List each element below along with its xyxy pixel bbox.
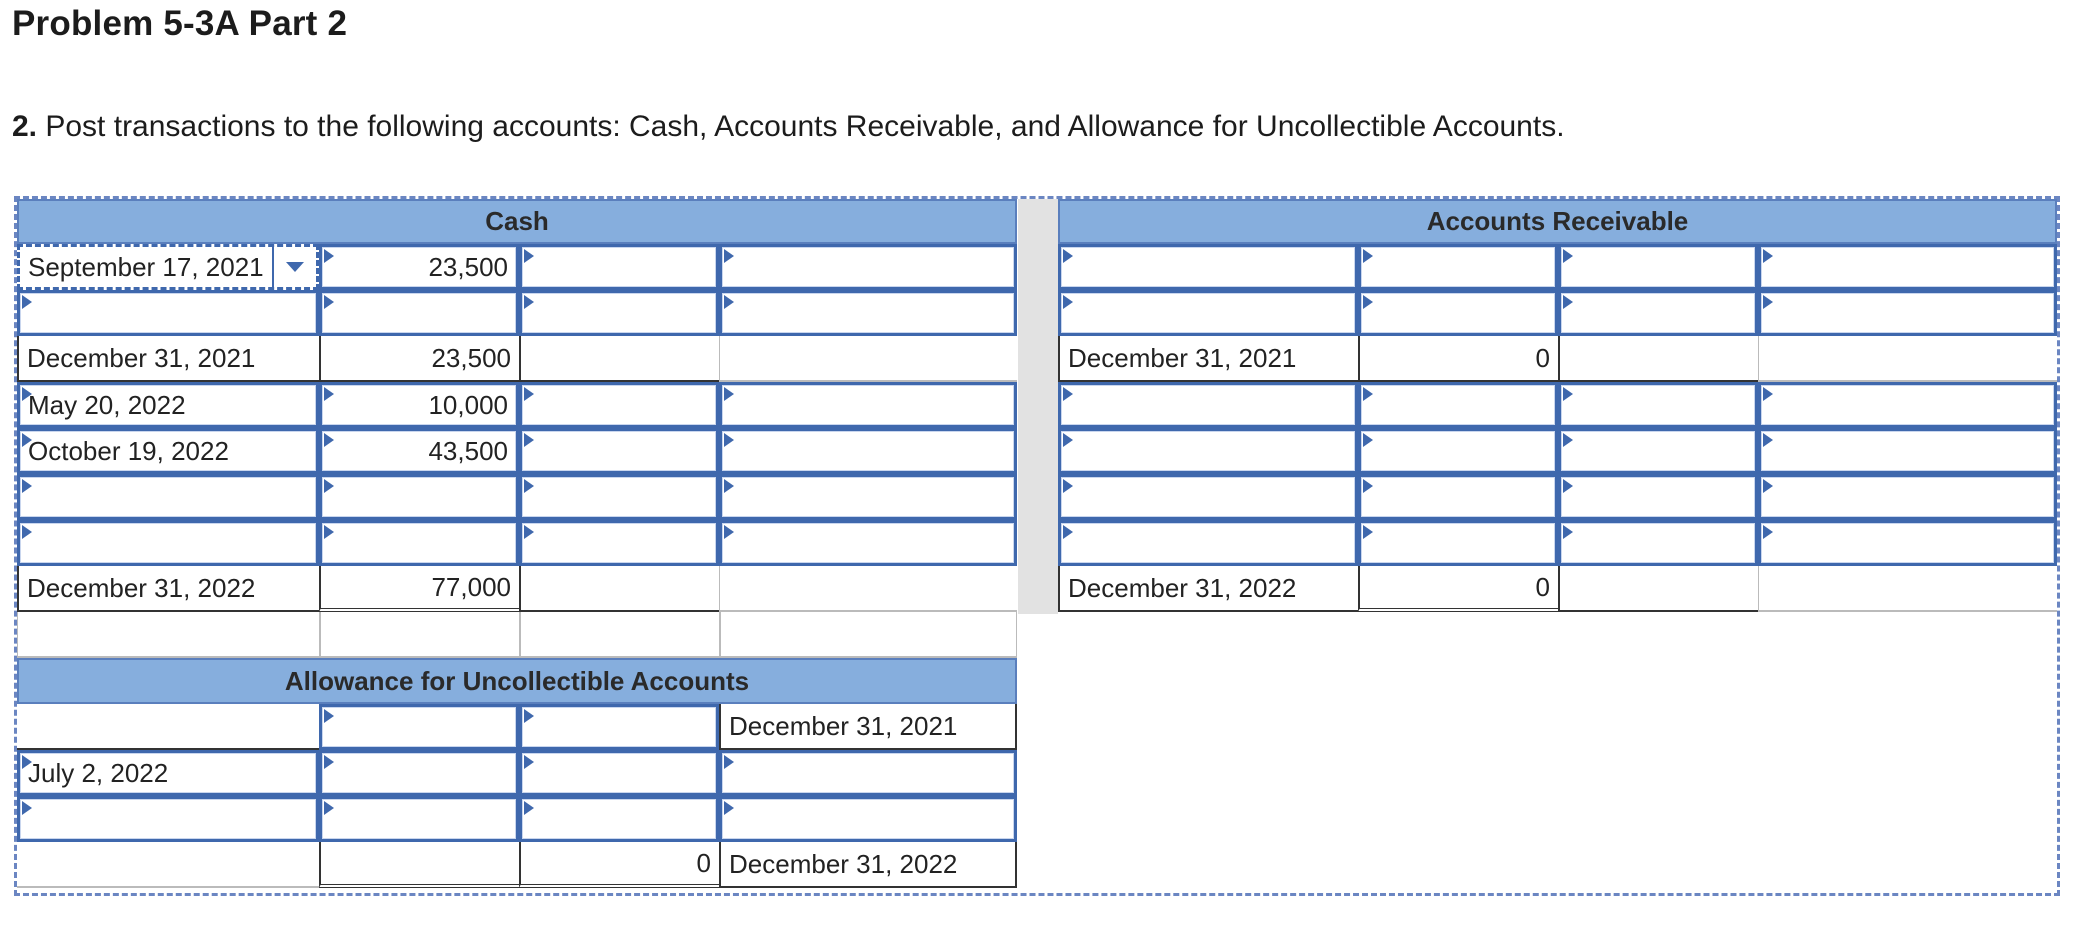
cash-credit-date-input-row7[interactable] xyxy=(519,520,719,566)
input-marker-icon xyxy=(724,249,734,263)
ar-credit-date-input-row5[interactable] xyxy=(1558,428,1758,474)
cash-balance-2022-date-text: December 31, 2022 xyxy=(27,573,256,603)
cash-balance-2022-blank xyxy=(519,566,719,612)
allowance-date-value: July 2, 2022 xyxy=(28,758,169,788)
input-marker-icon xyxy=(1363,295,1373,309)
input-marker-icon xyxy=(724,525,734,539)
cash-balance-2021-value: 23,500 xyxy=(431,343,511,373)
allowance-account-title: Allowance for Uncollectible Accounts xyxy=(284,665,750,696)
cash-date-input-row5[interactable] xyxy=(17,428,319,474)
cash-spacer-row xyxy=(17,612,1017,658)
ar-date-input-row2[interactable] xyxy=(1058,290,1358,336)
input-marker-icon xyxy=(324,249,334,263)
cash-balance-2022-blank-2 xyxy=(719,566,1017,612)
input-marker-icon xyxy=(324,295,334,309)
input-marker-icon xyxy=(524,249,534,263)
input-marker-icon xyxy=(1763,525,1773,539)
allowance-date-input-row3[interactable] xyxy=(17,796,319,842)
input-marker-icon xyxy=(724,433,734,447)
input-marker-icon xyxy=(524,525,534,539)
input-marker-icon xyxy=(22,479,32,493)
allowance-balance-2022-value: 0 xyxy=(696,848,711,878)
allowance-credit-input-row1[interactable] xyxy=(519,704,719,750)
allowance-balance-2021-blank xyxy=(17,704,319,750)
cash-date-value: May 20, 2022 xyxy=(28,390,186,420)
input-marker-icon xyxy=(724,387,734,401)
cash-credit-input-row2[interactable] xyxy=(719,290,1017,336)
allowance-balance-2022-date xyxy=(719,842,1017,888)
allowance-balance-2022-blank-2 xyxy=(319,842,519,888)
ar-date-input-row7[interactable] xyxy=(1058,520,1358,566)
cash-date-input-row2[interactable] xyxy=(17,290,319,336)
allowance-credit-input-row2[interactable] xyxy=(519,750,719,796)
input-marker-icon xyxy=(324,479,334,493)
input-marker-icon xyxy=(1763,249,1773,263)
ar-debit-input-row7[interactable] xyxy=(1358,520,1558,566)
input-marker-icon xyxy=(1563,387,1573,401)
input-marker-icon xyxy=(1563,525,1573,539)
cash-spacer-divider xyxy=(519,612,521,658)
ar-balance-2022-value: 0 xyxy=(1535,572,1550,602)
input-marker-icon xyxy=(724,295,734,309)
cash-balance-2022-amount xyxy=(319,566,519,612)
cash-date-value: October 19, 2022 xyxy=(28,436,229,466)
input-marker-icon xyxy=(524,387,534,401)
cash-credit-date-input-row4[interactable] xyxy=(519,382,719,428)
allowance-credit-date-input-row2[interactable] xyxy=(719,750,1017,796)
ar-balance-2021-date xyxy=(1058,336,1358,382)
input-marker-icon xyxy=(524,433,534,447)
input-marker-icon xyxy=(524,801,534,815)
ar-balance-2022-blank xyxy=(1558,566,1758,612)
dropdown-icon[interactable] xyxy=(272,247,316,287)
ar-credit-date-input-row4[interactable] xyxy=(1558,382,1758,428)
ar-credit-input-row4[interactable] xyxy=(1758,382,2057,428)
cash-debit-value: 43,500 xyxy=(428,436,508,466)
ar-date-input-row6[interactable] xyxy=(1058,474,1358,520)
input-marker-icon xyxy=(1563,479,1573,493)
ar-debit-input-row4[interactable] xyxy=(1358,382,1558,428)
ar-balance-2021-value: 0 xyxy=(1535,343,1550,373)
instruction-text: Post transactions to the following accounts: Cash, Accounts Receivable, and Allowance for Uncollectible Accounts. xyxy=(37,110,1565,143)
ar-credit-input-row5[interactable] xyxy=(1758,428,2057,474)
allowance-balance-2022-blank xyxy=(17,842,319,888)
input-marker-icon xyxy=(1063,433,1073,447)
input-marker-icon xyxy=(324,387,334,401)
input-marker-icon xyxy=(1363,387,1373,401)
instruction-number: 2. xyxy=(12,110,38,143)
allowance-debit-input-row2[interactable] xyxy=(319,750,519,796)
ar-balance-2021-blank-2 xyxy=(1758,336,2057,382)
allowance-balance-2021-date-text: December 31, 2021 xyxy=(729,711,958,741)
allowance-balance-2022-amount xyxy=(519,842,719,888)
ar-balance-2022-blank-2 xyxy=(1758,566,2057,612)
input-marker-icon xyxy=(324,801,334,815)
cash-spacer-divider xyxy=(319,612,321,658)
input-marker-icon xyxy=(724,801,734,815)
cash-credit-input-row4[interactable] xyxy=(719,382,1017,428)
cash-credit-date-input-row2[interactable] xyxy=(519,290,719,336)
ar-balance-2022-date xyxy=(1058,566,1358,612)
input-marker-icon xyxy=(1063,525,1073,539)
cash-balance-2021-blank-2 xyxy=(719,336,1017,382)
input-marker-icon xyxy=(1763,387,1773,401)
input-marker-icon xyxy=(1763,433,1773,447)
input-marker-icon xyxy=(524,295,534,309)
input-marker-icon xyxy=(1763,295,1773,309)
input-marker-icon xyxy=(22,295,32,309)
input-marker-icon xyxy=(324,755,334,769)
instructions xyxy=(12,110,1565,144)
cash-debit-input-row2[interactable] xyxy=(319,290,519,336)
cash-credit-input-row6[interactable] xyxy=(719,474,1017,520)
ar-account-header xyxy=(1058,199,2057,244)
cash-balance-2021-date-text: December 31, 2021 xyxy=(27,343,256,373)
ar-credit-input-row7[interactable] xyxy=(1758,520,2057,566)
cash-credit-date-input-row5[interactable] xyxy=(519,428,719,474)
cash-credit-input-row1[interactable] xyxy=(719,244,1017,290)
input-marker-icon xyxy=(22,433,32,447)
cash-debit-input-row4[interactable] xyxy=(319,382,519,428)
input-marker-icon xyxy=(22,801,32,815)
input-marker-icon xyxy=(1363,433,1373,447)
ar-credit-input-row6[interactable] xyxy=(1758,474,2057,520)
input-marker-icon xyxy=(1563,295,1573,309)
ar-credit-input-row2[interactable] xyxy=(1758,290,2057,336)
input-marker-icon xyxy=(524,755,534,769)
cash-balance-2021-date xyxy=(17,336,319,382)
input-marker-icon xyxy=(22,387,32,401)
ar-date-input-row5[interactable] xyxy=(1058,428,1358,474)
input-marker-icon xyxy=(324,433,334,447)
ar-credit-input-row1[interactable] xyxy=(1758,244,2057,290)
cash-account-header xyxy=(17,199,1017,244)
input-marker-icon xyxy=(1063,295,1073,309)
input-marker-icon xyxy=(1363,479,1373,493)
cash-credit-input-row7[interactable] xyxy=(719,520,1017,566)
cash-debit-input-row7[interactable] xyxy=(319,520,519,566)
cash-date-select-value: September 17, 2021 xyxy=(28,251,264,282)
cash-debit-input-row1[interactable] xyxy=(319,244,519,290)
cash-spacer-divider xyxy=(719,612,721,658)
ar-credit-date-input-row7[interactable] xyxy=(1558,520,1758,566)
input-marker-icon xyxy=(1063,249,1073,263)
ar-debit-input-row1[interactable] xyxy=(1358,244,1558,290)
input-marker-icon xyxy=(1763,479,1773,493)
input-marker-icon xyxy=(1563,249,1573,263)
cash-date-input-row7[interactable] xyxy=(17,520,319,566)
allowance-debit-input-row1[interactable] xyxy=(319,704,519,750)
cash-debit-value: 23,500 xyxy=(428,252,508,282)
cash-date-input-row4[interactable] xyxy=(17,382,319,428)
cash-date-input-row6[interactable] xyxy=(17,474,319,520)
input-marker-icon xyxy=(1363,525,1373,539)
allowance-date-input-row2[interactable] xyxy=(17,750,319,796)
allowance-credit-input-row3[interactable] xyxy=(519,796,719,842)
ar-balance-2021-amount xyxy=(1358,336,1558,382)
input-marker-icon xyxy=(724,755,734,769)
allowance-balance-2021-date xyxy=(719,704,1017,750)
allowance-balance-2022-date-text: December 31, 2022 xyxy=(729,849,958,879)
chevron-down-icon xyxy=(286,262,304,272)
cash-credit-input-row5[interactable] xyxy=(719,428,1017,474)
ar-balance-2021-date-text: December 31, 2021 xyxy=(1068,343,1297,373)
ar-credit-date-input-row2[interactable] xyxy=(1558,290,1758,336)
cash-debit-value: 10,000 xyxy=(428,390,508,420)
input-marker-icon xyxy=(1063,479,1073,493)
allowance-credit-date-input-row3[interactable] xyxy=(719,796,1017,842)
ar-account-title: Accounts Receivable xyxy=(1426,206,1689,236)
allowance-debit-input-row3[interactable] xyxy=(319,796,519,842)
cash-debit-input-row5[interactable] xyxy=(319,428,519,474)
input-marker-icon xyxy=(1363,249,1373,263)
ar-debit-input-row5[interactable] xyxy=(1358,428,1558,474)
ar-date-input-row4[interactable] xyxy=(1058,382,1358,428)
page-title: Problem 5-3A Part 2 xyxy=(12,4,348,43)
ar-date-input-row1[interactable] xyxy=(1058,244,1358,290)
ar-balance-2022-date-text: December 31, 2022 xyxy=(1068,573,1297,603)
allowance-account-header xyxy=(17,658,1017,704)
cash-date-select-row1[interactable] xyxy=(17,244,319,290)
cash-balance-2022-date xyxy=(17,566,319,612)
ar-debit-input-row2[interactable] xyxy=(1358,290,1558,336)
ar-credit-date-input-row6[interactable] xyxy=(1558,474,1758,520)
input-marker-icon xyxy=(22,755,32,769)
cash-balance-2021-amount xyxy=(319,336,519,382)
cash-credit-date-input-row1[interactable] xyxy=(519,244,719,290)
column-divider xyxy=(1018,199,1058,614)
input-marker-icon xyxy=(324,525,334,539)
input-marker-icon xyxy=(724,479,734,493)
cash-debit-input-row6[interactable] xyxy=(319,474,519,520)
input-marker-icon xyxy=(524,479,534,493)
ar-balance-2021-blank xyxy=(1558,336,1758,382)
ar-balance-2022-amount xyxy=(1358,566,1558,612)
input-marker-icon xyxy=(524,709,534,723)
input-marker-icon xyxy=(1563,433,1573,447)
cash-account-title: Cash xyxy=(485,206,549,236)
cash-credit-date-input-row6[interactable] xyxy=(519,474,719,520)
cash-balance-2021-blank xyxy=(519,336,719,382)
cash-balance-2022-value: 77,000 xyxy=(431,572,511,602)
ar-debit-input-row6[interactable] xyxy=(1358,474,1558,520)
input-marker-icon xyxy=(22,525,32,539)
input-marker-icon xyxy=(324,709,334,723)
input-marker-icon xyxy=(1063,387,1073,401)
ar-credit-date-input-row1[interactable] xyxy=(1558,244,1758,290)
